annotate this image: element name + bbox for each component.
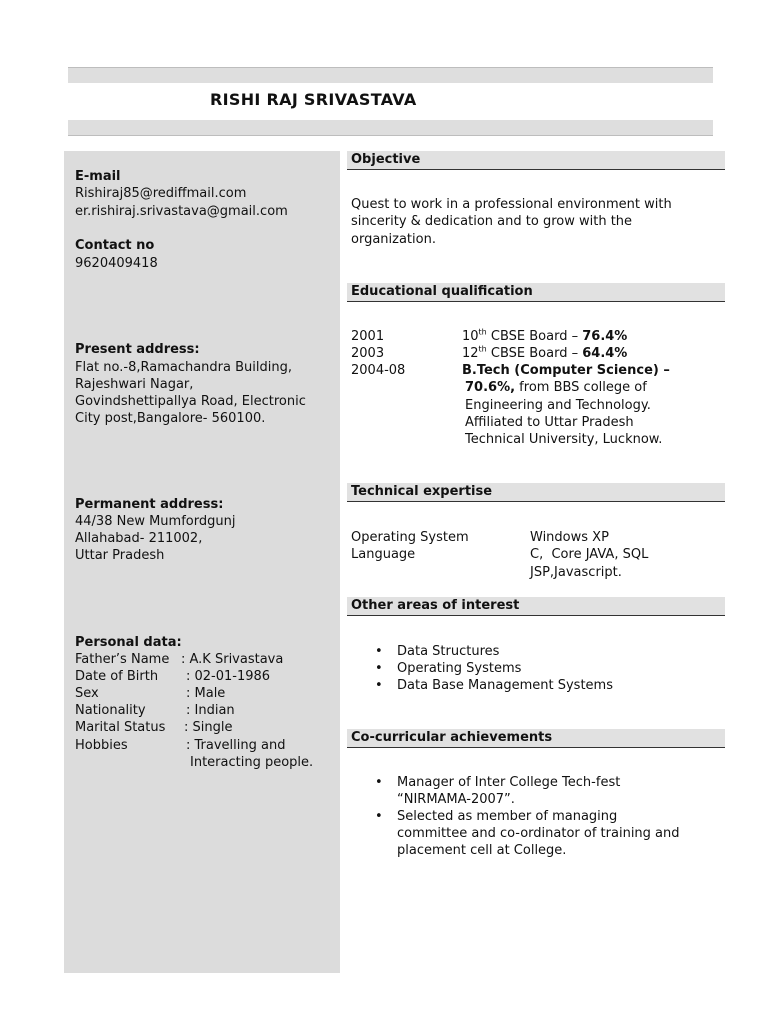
achievement-line: • Selected as member of managing	[397, 809, 618, 824]
email-secondary: er.rishiraj.srivastava@gmail.com	[75, 204, 288, 219]
achievement-item	[351, 774, 680, 808]
personal-data-label: Personal data:	[75, 635, 182, 650]
interest-item: • Data Base Management Systems	[351, 677, 613, 694]
edu-btech-college: from BBS college of	[515, 380, 647, 395]
edu-year: 2004-08	[351, 363, 406, 378]
edu-entry	[462, 345, 627, 362]
personal-value: : 02-01-1986	[186, 669, 271, 684]
section-education: Educational qualification	[347, 283, 725, 302]
edu-btech-score-line	[465, 379, 647, 396]
edu-grade-suffix: th	[478, 344, 487, 354]
edu-board: CBSE Board –	[486, 346, 583, 361]
edu-score: 64.4%	[582, 346, 628, 361]
tech-key: Language	[351, 547, 416, 562]
personal-key: Sex	[75, 686, 99, 701]
edu-board: CBSE Board –	[486, 329, 583, 344]
personal-value: : Travelling and	[186, 738, 286, 753]
personal-key: Date of Birth	[75, 669, 159, 684]
permanent-address-line: Allahabad- 211002,	[75, 531, 203, 546]
header-bottom-bar	[68, 120, 713, 136]
edu-btech-line: Technical University, Lucknow.	[465, 432, 663, 447]
edu-entry	[462, 328, 627, 345]
email-primary: Rishiraj85@rediffmail.com	[75, 186, 247, 201]
present-address-label: Present address:	[75, 342, 200, 357]
personal-value: : Male	[186, 686, 226, 701]
tech-key: Operating System	[351, 530, 469, 545]
contact-label: Contact no	[75, 238, 155, 253]
achievement-line: • Manager of Inter College Tech-fest	[397, 775, 621, 790]
edu-grade: 12	[462, 346, 479, 361]
edu-score: 76.4%	[582, 329, 628, 344]
edu-year: 2003	[351, 346, 385, 361]
permanent-address-line: Uttar Pradesh	[75, 548, 165, 563]
email-label: E-mail	[75, 169, 121, 184]
personal-key: Hobbies	[75, 738, 128, 753]
section-objective: Objective	[347, 151, 725, 170]
tech-value: Windows XP	[530, 530, 609, 545]
present-address-line: City post,Bangalore- 560100.	[75, 411, 266, 426]
personal-value: : A.K Srivastava	[181, 652, 284, 667]
interests-list	[351, 643, 613, 694]
personal-key: Father’s Name	[75, 652, 170, 667]
interest-item: • Data Structures	[351, 643, 613, 660]
edu-btech-line: Engineering and Technology.	[465, 398, 651, 413]
objective-line: Quest to work in a professional environment with	[351, 197, 672, 212]
edu-btech-score: 70.6%,	[465, 380, 516, 395]
objective-line: organization.	[351, 232, 436, 247]
objective-line: sincerity & dedication and to grow with the	[351, 214, 633, 229]
achievement-line: “NIRMAMA-2007”.	[397, 792, 515, 807]
personal-key: Marital Status	[75, 720, 166, 735]
achievement-line: placement cell at College.	[397, 843, 567, 858]
present-address-line: Rajeshwari Nagar,	[75, 377, 194, 392]
tech-value-cont: JSP,Javascript.	[530, 565, 622, 580]
edu-grade-suffix: th	[478, 327, 487, 337]
present-address-line: Govindshettipallya Road, Electronic	[75, 394, 306, 409]
section-technical: Technical expertise	[347, 483, 725, 502]
personal-key: Nationality	[75, 703, 146, 718]
header-top-bar	[68, 67, 713, 83]
permanent-address-label: Permanent address:	[75, 497, 224, 512]
contact-number: 9620409418	[75, 256, 158, 271]
personal-value: : Single	[184, 720, 233, 735]
edu-btech-title: B.Tech (Computer Science) –	[462, 363, 670, 378]
permanent-address-line: 44/38 New Mumfordgunj	[75, 514, 236, 529]
personal-value-cont: Interacting people.	[190, 755, 314, 770]
section-cocurricular: Co-curricular achievements	[347, 729, 725, 748]
candidate-name: RISHI RAJ SRIVASTAVA	[210, 90, 417, 109]
cocurricular-list	[351, 774, 680, 859]
achievement-item	[351, 808, 680, 859]
edu-btech-line: Affiliated to Uttar Pradesh	[465, 415, 634, 430]
tech-value: C, Core JAVA, SQL	[530, 547, 649, 562]
present-address-line: Flat no.-8,Ramachandra Building,	[75, 360, 292, 375]
achievement-line: committee and co-ordinator of training and	[397, 826, 680, 841]
interest-item: • Operating Systems	[351, 660, 613, 677]
edu-grade: 10	[462, 329, 479, 344]
section-interests: Other areas of interest	[347, 597, 725, 616]
edu-year: 2001	[351, 329, 385, 344]
personal-value: : Indian	[186, 703, 235, 718]
